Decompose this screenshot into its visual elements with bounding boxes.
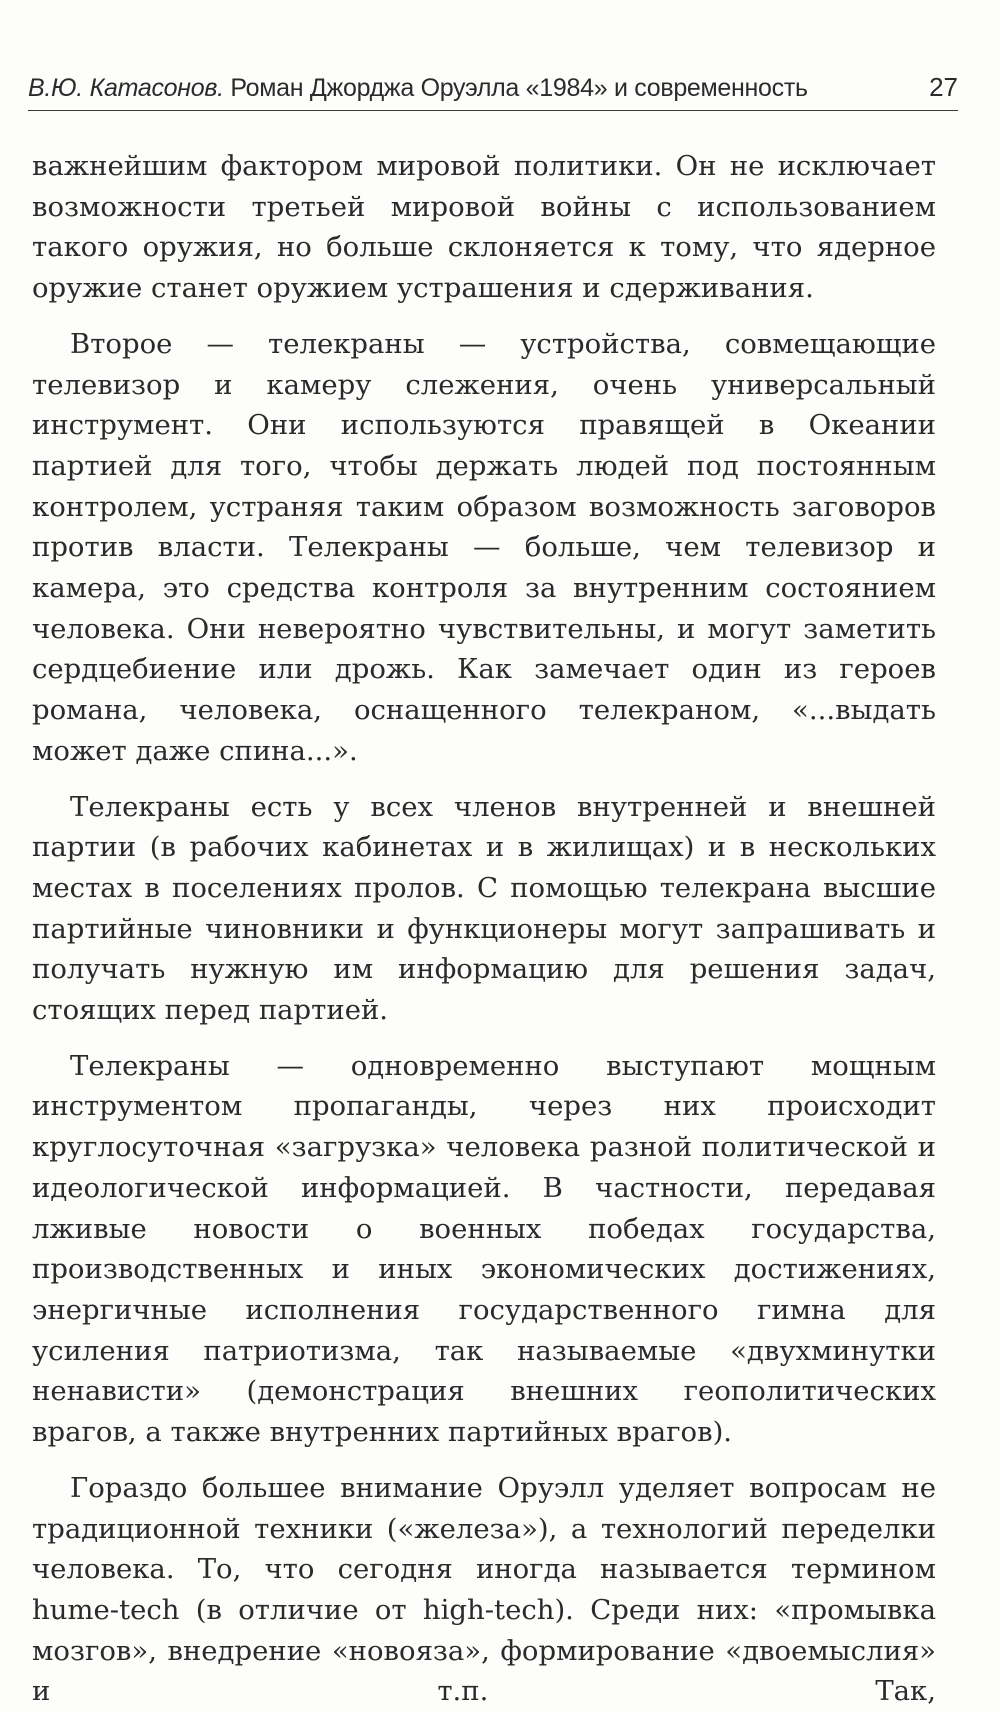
paragraph-4: Телекраны — одновременно выступают мощным инструментом пропаганды, через них происходит круглосуточная «загрузка» человека разной политической и идеологической информацией. В частности, передавая лживые новости о военных победах государства, производственных и иных экономических достижениях, энергичные исполнения государственного гимна для усиления патриотизма, так называемые «двухминутки ненависти» (демонстрация внешних геополитических врагов, а также внутренних партийных врагов).: [32, 1049, 936, 1449]
running-header: [28, 70, 958, 111]
page-number: 27: [929, 72, 958, 102]
header-title: Роман Джорджа Оруэлла «1984» и современность: [230, 74, 808, 102]
running-header-text: [28, 74, 808, 103]
page-body: [32, 146, 936, 1712]
paragraph-5: Гораздо большее внимание Оруэлл уделяет вопросам не традиционной техники («железа»), а технологий переделки человека. То, что сегодня иногда называется термином hume-tech (в отличие от high-tech). Среди них: «промывка мозгов», внедрение «новояза», формирование «двоемыслия» и т.п. Так,: [32, 1471, 936, 1708]
header-author: В.Ю. Катасонов.: [28, 74, 224, 102]
paragraph-2: Второе — телекраны — устройства, совмещающие телевизор и камеру слежения, очень универсальный инструмент. Они используются правящей в Океании партией для того, чтобы держать людей под постоянным контролем, устраняя таким образом возможность заговоров против власти. Телекраны — больше, чем телевизор и камера, это средства контроля за внутренним состоянием человека. Они невероятно чувствительны, и могут заметить сердцебиение или дрожь. Как замечает один из героев романа, человека, оснащенного телекраном, «...выдать может даже спина...».: [32, 327, 936, 767]
paragraph-3: Телекраны есть у всех членов внутренней и внешней партии (в рабочих кабинетах и в жилищах) и в нескольких местах в поселениях пролов. С помощью телекрана высшие партийные чиновники и функционеры могут запрашивать и получать нужную им информацию для решения задач, стоящих перед партией.: [32, 790, 936, 1027]
paragraph-1: важнейшим фактором мировой политики. Он не исключает возможности третьей мировой войны с использованием такого оружия, но больше склоняется к тому, что ядерное оружие станет оружием устрашения и сдерживания.: [32, 150, 936, 305]
